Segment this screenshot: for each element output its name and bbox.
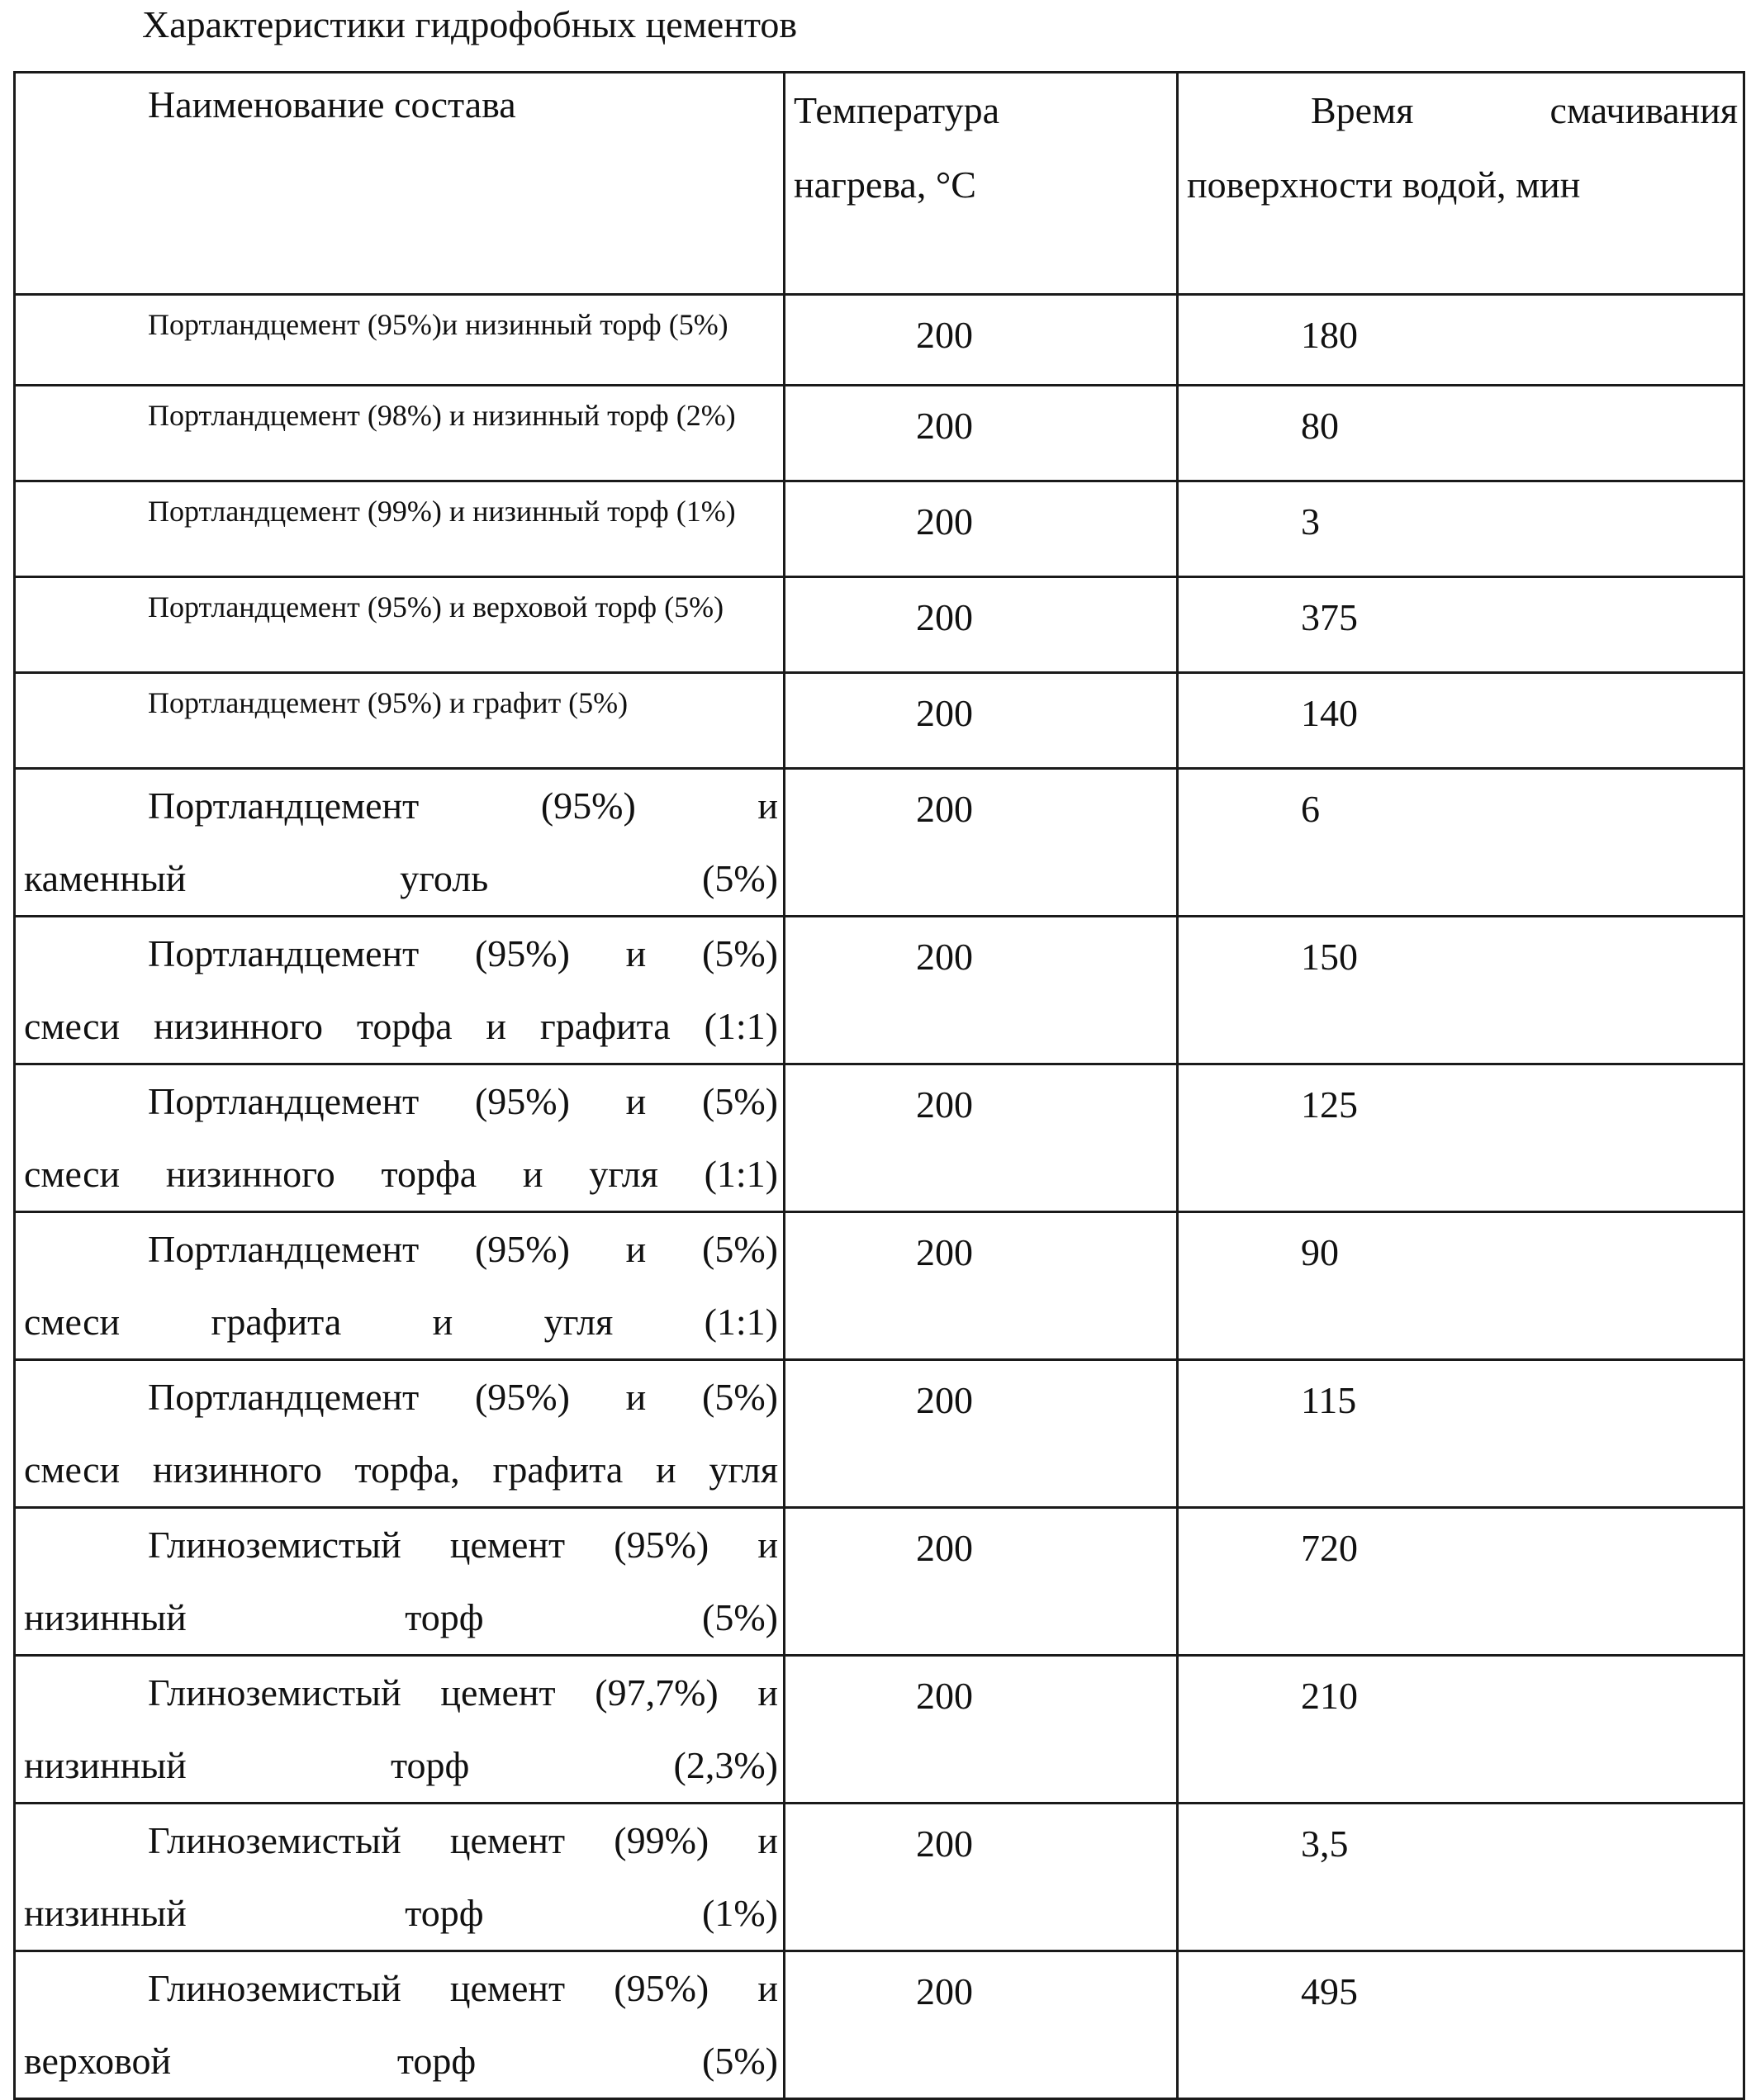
row-name-line2: смеси низинного торфа и угля (1:1) xyxy=(24,1153,778,1195)
page-title: Характеристики гидрофобных цементов xyxy=(142,3,798,45)
row-temperature: 200 xyxy=(916,1083,973,1126)
table-row xyxy=(15,1360,1744,1508)
table-row xyxy=(15,1804,1744,1951)
header-temperature-line2: нагрева, °С xyxy=(794,164,976,206)
cement-characteristics-table xyxy=(13,71,1745,2100)
row-name: Портландцемент (95%) и верховой торф (5%) xyxy=(148,590,724,623)
table-row xyxy=(15,1508,1744,1656)
row-wetting-time: 125 xyxy=(1301,1083,1358,1126)
row-name-line1: Портландцемент (95%) и xyxy=(148,785,778,827)
table-row xyxy=(15,1656,1744,1804)
row-name-line1: Портландцемент (95%) и (5%) xyxy=(148,1228,778,1270)
row-name-line2: низинный торф (2,3%) xyxy=(24,1744,778,1786)
table-row xyxy=(15,769,1744,917)
row-name: Портландцемент (95%) и графит (5%) xyxy=(148,686,629,719)
table-header-row xyxy=(15,73,1744,295)
row-temperature: 200 xyxy=(916,1970,973,2012)
table-row xyxy=(15,295,1744,386)
row-wetting-time: 140 xyxy=(1301,692,1358,734)
row-name-line1: Портландцемент (95%) и (5%) xyxy=(148,1080,778,1122)
table-row xyxy=(15,917,1744,1064)
row-temperature: 200 xyxy=(916,1379,973,1421)
row-temperature: 200 xyxy=(916,1823,973,1865)
row-wetting-time: 150 xyxy=(1301,936,1358,978)
row-temperature: 200 xyxy=(916,788,973,830)
row-name-line1: Глиноземистый цемент (97,7%) и xyxy=(148,1671,778,1714)
header-cell-temperature xyxy=(785,73,1178,295)
table-row xyxy=(15,386,1744,481)
row-name-line1: Глиноземистый цемент (95%) и xyxy=(148,1524,778,1566)
table-row xyxy=(15,1212,1744,1360)
table-row xyxy=(15,1951,1744,2099)
row-name-line2: низинный торф (1%) xyxy=(24,1892,778,1934)
header-time-word-a: Время xyxy=(1311,89,1414,131)
header-time-line2: поверхности водой, мин xyxy=(1187,164,1581,206)
header-cell-name xyxy=(15,73,785,295)
row-name: Портландцемент (98%) и низинный торф (2%) xyxy=(148,399,736,432)
row-name-line2: верховой торф (5%) xyxy=(24,2040,778,2082)
row-wetting-time: 210 xyxy=(1301,1675,1358,1717)
row-wetting-time: 3 xyxy=(1301,500,1320,543)
row-wetting-time: 80 xyxy=(1301,405,1339,447)
table-row xyxy=(15,673,1744,769)
row-name-line2: смеси низинного торфа, графита и угля xyxy=(24,1448,778,1491)
header-cell-wetting-time xyxy=(1178,73,1744,295)
row-temperature: 200 xyxy=(916,314,973,356)
row-wetting-time: 115 xyxy=(1301,1379,1357,1421)
row-name-line1: Глиноземистый цемент (99%) и xyxy=(148,1819,778,1861)
header-name: Наименование состава xyxy=(148,83,516,126)
row-wetting-time: 720 xyxy=(1301,1527,1358,1569)
table-row xyxy=(15,577,1744,673)
row-temperature: 200 xyxy=(916,405,973,447)
row-wetting-time: 6 xyxy=(1301,788,1320,830)
row-temperature: 200 xyxy=(916,936,973,978)
row-name-line1: Портландцемент (95%) и (5%) xyxy=(148,932,778,974)
row-wetting-time: 90 xyxy=(1301,1231,1339,1273)
row-name-line1: Портландцемент (95%) и (5%) xyxy=(148,1376,778,1418)
row-temperature: 200 xyxy=(916,692,973,734)
row-name-line1: Глиноземистый цемент (95%) и xyxy=(148,1967,778,2009)
row-name: Портландцемент (99%) и низинный торф (1%) xyxy=(148,495,736,528)
row-wetting-time: 180 xyxy=(1301,314,1358,356)
header-time-word-b: смачивания xyxy=(1549,89,1738,131)
row-name: Портландцемент (95%)и низинный торф (5%) xyxy=(148,308,728,341)
header-temperature-line1: Температура xyxy=(794,89,1000,131)
row-temperature: 200 xyxy=(916,1675,973,1717)
row-temperature: 200 xyxy=(916,1231,973,1273)
row-wetting-time: 3,5 xyxy=(1301,1823,1349,1865)
row-name-line2: смеси графита и угля (1:1) xyxy=(24,1301,778,1343)
row-name-line2: смеси низинного торфа и графита (1:1) xyxy=(24,1005,778,1047)
row-temperature: 200 xyxy=(916,596,973,638)
row-temperature: 200 xyxy=(916,500,973,543)
row-temperature: 200 xyxy=(916,1527,973,1569)
row-name-line2: низинный торф (5%) xyxy=(24,1596,778,1638)
row-wetting-time: 495 xyxy=(1301,1970,1358,2012)
table-row xyxy=(15,1064,1744,1212)
table-row xyxy=(15,481,1744,577)
row-name-line2: каменный уголь (5%) xyxy=(24,857,778,899)
row-wetting-time: 375 xyxy=(1301,596,1358,638)
